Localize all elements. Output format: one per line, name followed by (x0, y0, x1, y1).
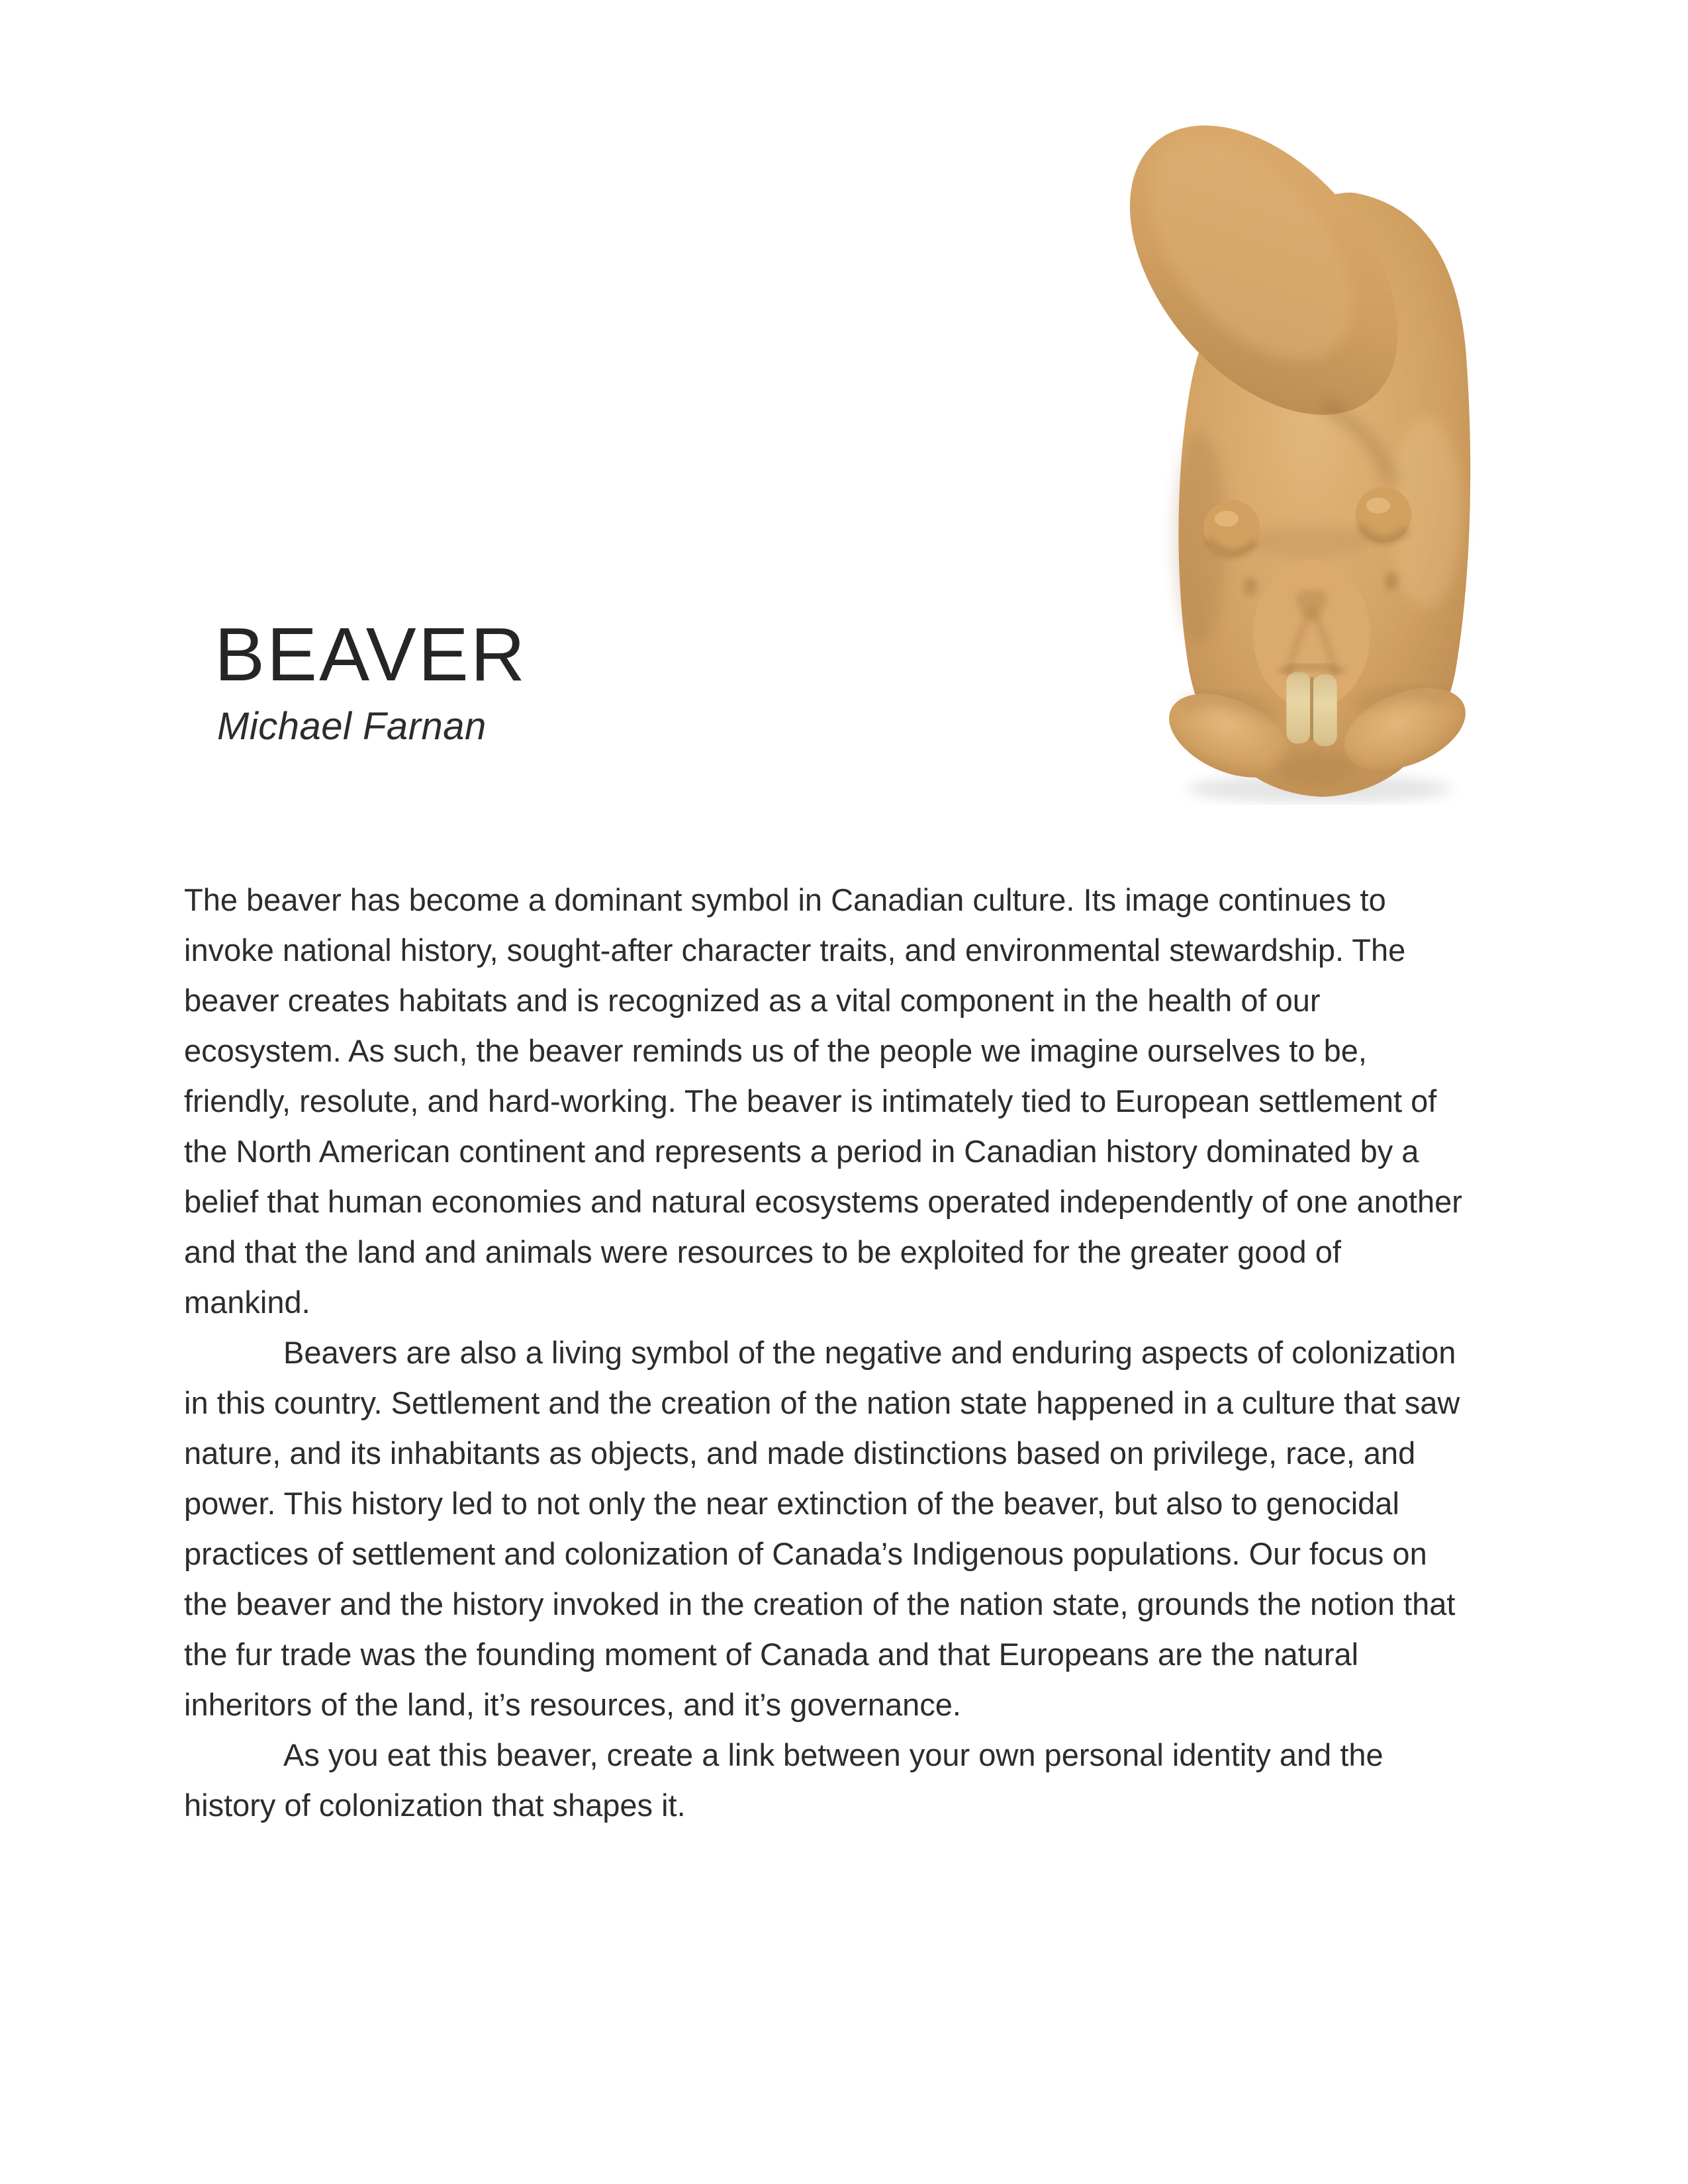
page-title: BEAVER (214, 613, 528, 697)
paragraph-2: Beavers are also a living symbol of the negative and enduring aspects of colonization in this country. Settlement and the creation of the nation state happened in a culture that saw nature, and its inhabitants as objects, and made distinctions based on privilege, race, and power. This history led to not only the near extinction of the beaver, but also to genocidal practices of settlement and colonization of Canada’s Indigenous populations. Our focus on the beaver and the history invoked in the creation of the nation state, grounds the notion that the fur trade was the founding moment of Canada and that Europeans are the natural inheritors of the land, it’s resources, and it’s governance. (184, 1335, 1460, 1722)
body-text (184, 875, 1467, 1831)
author-byline: Michael Farnan (217, 704, 487, 748)
ear-left (1204, 500, 1260, 556)
beaver-figurine-illustration (1122, 113, 1496, 805)
beaver-figurine-image (1122, 113, 1496, 805)
title-block (214, 615, 527, 749)
paragraph-1: The beaver has become a dominant symbol in Canadian culture. Its image continues to invoke national history, sought-after character traits, and environmental stewardship. The beaver creates habitats and is recognized as a vital component in the health of our ecosystem. As such, the beaver reminds us of the people we imagine ourselves to be, friendly, resolute, and hard-working. The beaver is intimately tied to European settlement of the North American continent and represents a period in Canadian history dominated by a belief that human economies and natural ecosystems operated independently of one another and that the land and animals were resources to be exploited for the greater good of mankind. (184, 882, 1462, 1320)
paragraph-3: As you eat this beaver, create a link between your own personal identity and the history of colonization that shapes it. (184, 1737, 1383, 1823)
teeth (1280, 666, 1343, 747)
ear-right (1356, 487, 1411, 543)
